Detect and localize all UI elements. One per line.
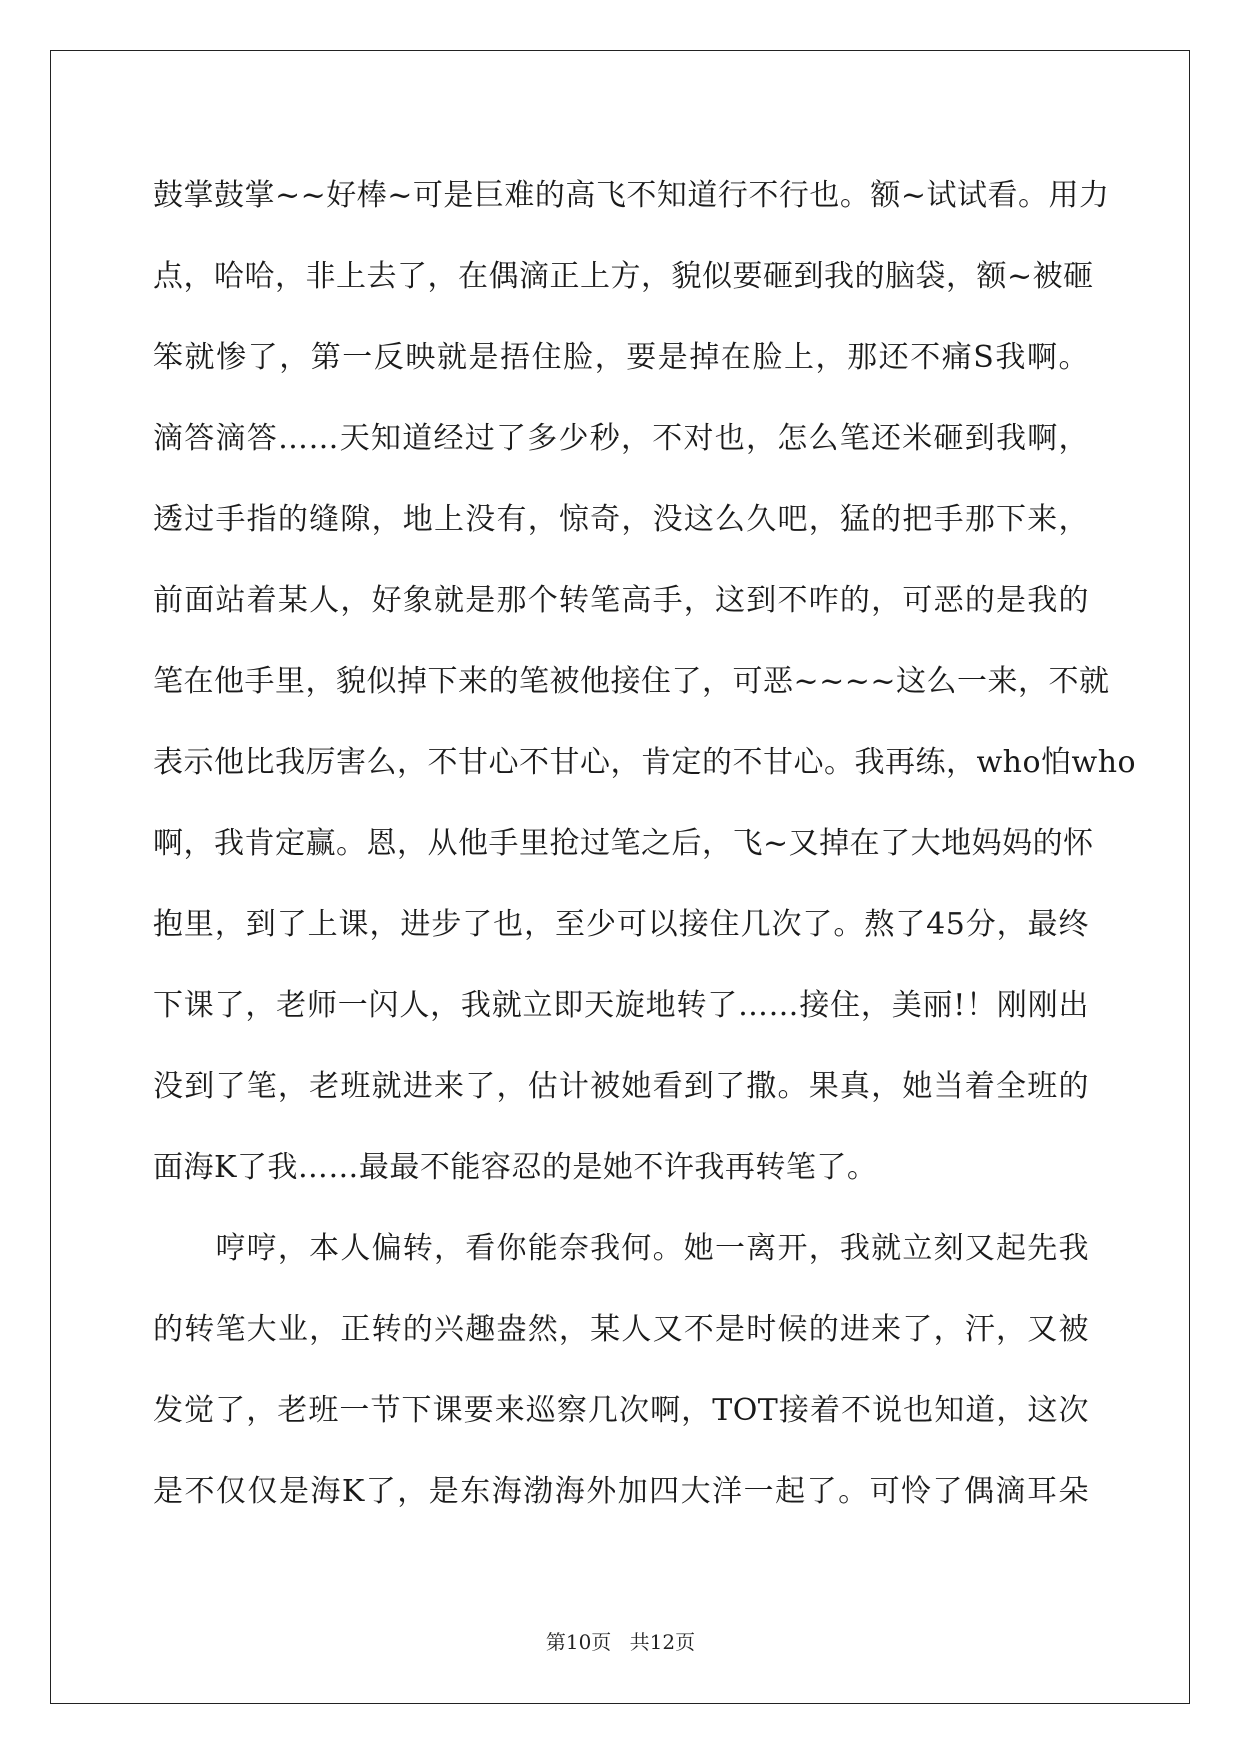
text-line: 没到了笔，老班就进来了，估计被她看到了撒。果真，她当着全班的 (153, 1069, 1089, 1104)
text-line: 表示他比我厉害么，不甘心不甘心，肯定的不甘心。我再练，who怕who (153, 745, 1137, 780)
text-line: 的转笔大业，正转的兴趣盎然，某人又不是时候的进来了，汗，又被 (153, 1312, 1089, 1347)
text-line: 是不仅仅是海K了，是东海渤海外加四大洋一起了。可怜了偶滴耳朵 (153, 1474, 1089, 1509)
text-line: 透过手指的缝隙，地上没有，惊奇，没这么久吧，猛的把手那下来， (153, 502, 1089, 537)
page-total: 共12页 (629, 1630, 696, 1654)
text-line: 笔在他手里，貌似掉下来的笔被他接住了，可恶~~~~这么一来，不就 (153, 664, 1110, 699)
text-line: 滴答滴答……天知道经过了多少秒，不对也，怎么笔还米砸到我啊， (153, 421, 1089, 456)
document-body (153, 155, 1137, 1532)
text-line: 鼓掌鼓掌~~好棒~可是巨难的高飞不知道行不行也。额~试试看。用力 (153, 178, 1110, 213)
text-line: 啊，我肯定赢。恩，从他手里抢过笔之后，飞~又掉在了大地妈妈的怀 (153, 826, 1094, 861)
text-line: 哼哼，本人偏转，看你能奈我何。她一离开，我就立刻又起先我 (153, 1231, 1089, 1266)
text-line: 下课了，老师一闪人，我就立即天旋地转了……接住，美丽!！刚刚出 (153, 988, 1089, 1023)
text-line: 发觉了，老班一节下课要来巡察几次啊，TOT接着不说也知道，这次 (153, 1393, 1089, 1428)
page-footer (0, 1626, 1241, 1655)
text-line: 点，哈哈，非上去了，在偶滴正上方，貌似要砸到我的脑袋，额~被砸 (153, 259, 1094, 294)
text-line: 前面站着某人，好象就是那个转笔高手，这到不咋的，可恶的是我的 (153, 583, 1089, 618)
page-number: 第10页 (545, 1630, 612, 1654)
text-line: 抱里，到了上课，进步了也，至少可以接住几次了。熬了45分，最终 (153, 907, 1089, 942)
text-line: 笨就惨了，第一反映就是捂住脸，要是掉在脸上，那还不痛S我啊。 (153, 340, 1089, 375)
text-line: 面海K了我……最最不能容忍的是她不许我再转笔了。 (153, 1150, 878, 1185)
